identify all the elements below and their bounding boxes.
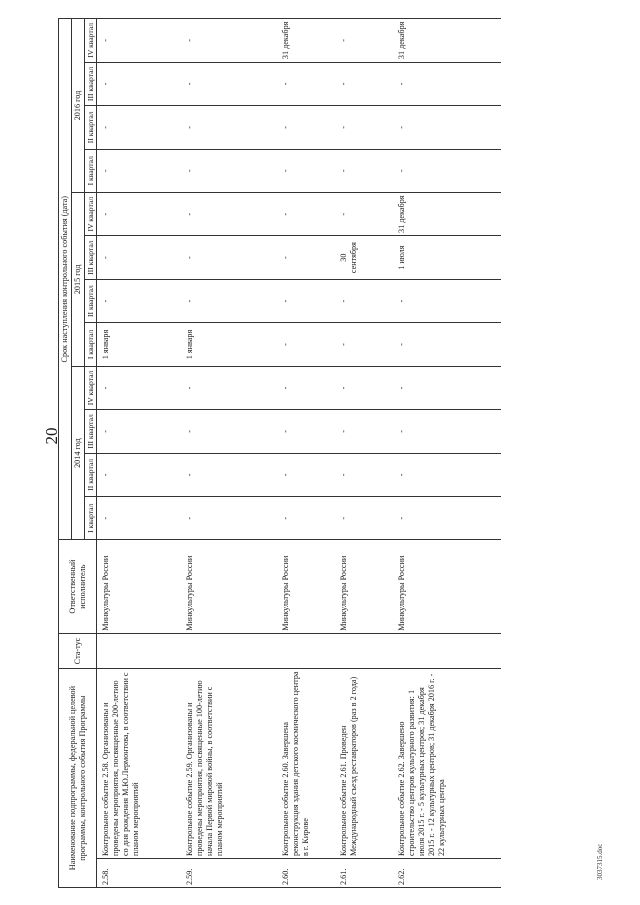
header-name: Наименование подпрограммы, федеральной целевой программы, контрольного события Программы — [59, 669, 97, 888]
row-deadline-cell: - — [277, 497, 335, 540]
header-year-2014: 2014 год — [72, 366, 85, 540]
row-deadline-cell: - — [97, 366, 181, 409]
row-deadline-cell: - — [181, 106, 277, 149]
row-deadline-cell: - — [335, 106, 393, 149]
row-deadline-cell: - — [335, 149, 393, 192]
header-executor: Ответственный исполнитель — [59, 540, 97, 633]
row-deadline-cell: - — [181, 366, 277, 409]
row-number: 2.60. — [277, 859, 335, 888]
header-year-2015: 2015 год — [72, 192, 85, 366]
control-events-table — [58, 18, 501, 888]
row-deadline-cell: - — [393, 453, 501, 496]
table-body — [97, 19, 501, 888]
header-2014-q2: II квартал — [85, 453, 97, 496]
row-executor: Минкультуры России — [335, 540, 393, 633]
header-2015-q3: III квартал — [85, 236, 97, 279]
header-2014-q3: III квартал — [85, 410, 97, 453]
header-2014-q4: IV квартал — [85, 366, 97, 409]
row-deadline-cell: - — [277, 366, 335, 409]
row-deadline-cell: - — [335, 192, 393, 235]
row-deadline-cell: - — [277, 62, 335, 105]
row-deadline-cell: 1 января — [97, 323, 181, 366]
header-2016-q4: IV квартал — [85, 19, 97, 63]
row-deadline-cell: - — [335, 366, 393, 409]
header-2016-q1: I квартал — [85, 149, 97, 192]
row-deadline-cell: - — [181, 236, 277, 279]
header-2014-q1: I квартал — [85, 497, 97, 540]
row-deadline-cell: - — [277, 453, 335, 496]
row-status — [277, 633, 335, 668]
row-event-name: Контрольное событие 2.58. Организованы и проведены мероприятия, посвященные 200-летию со дня рождения М.Ю.Лермонтова, в соответствии с планом мероприятий — [97, 669, 181, 859]
row-deadline-cell: 1 июля — [393, 236, 501, 279]
row-deadline-cell: - — [277, 192, 335, 235]
row-deadline-cell: - — [181, 453, 277, 496]
row-deadline-cell: - — [277, 279, 335, 322]
row-deadline-cell: - — [181, 192, 277, 235]
header-deadline: Срок наступления контрольного события (дата) — [59, 19, 72, 540]
row-deadline-cell: - — [335, 497, 393, 540]
row-event-name: Контрольное событие 2.59. Организованы и проведены мероприятия, посвященные 100-летию начала Первой мировой войны, в соответствии с планом мероприятий — [181, 669, 277, 859]
row-executor: Минкультуры России — [277, 540, 335, 633]
row-deadline-cell: - — [393, 366, 501, 409]
row-executor: Минкультуры России — [181, 540, 277, 633]
row-deadline-cell: - — [393, 279, 501, 322]
row-deadline-cell: - — [97, 149, 181, 192]
header-2016-q3: III квартал — [85, 62, 97, 105]
row-status — [181, 633, 277, 668]
row-deadline-cell: 30 сентября — [335, 236, 393, 279]
row-deadline-cell: - — [97, 497, 181, 540]
row-deadline-cell: - — [393, 497, 501, 540]
row-number: 2.59. — [181, 859, 277, 888]
table-row — [335, 19, 393, 888]
row-deadline-cell: 31 декабря — [393, 19, 501, 63]
row-deadline-cell: - — [335, 19, 393, 63]
header-status: Ста-тус — [59, 633, 97, 668]
row-status — [393, 633, 501, 668]
rotated-sheet — [58, 18, 620, 888]
row-deadline-cell: - — [335, 323, 393, 366]
row-deadline-cell: - — [97, 192, 181, 235]
row-deadline-cell: - — [277, 236, 335, 279]
row-deadline-cell: - — [97, 236, 181, 279]
row-deadline-cell: - — [181, 410, 277, 453]
row-status — [335, 633, 393, 668]
row-deadline-cell: - — [181, 497, 277, 540]
page-number: 20 — [42, 427, 61, 445]
row-deadline-cell: 31 декабря — [393, 192, 501, 235]
footer-doc-code: 3037315.doc — [596, 843, 604, 880]
row-event-name: Контрольное событие 2.62. Завершено строительство центров культурного развития: 1 июля 2015 г. - 5 культурных центров; 31 декабря 2015 г. - 12 культурных центров; 31 декабря 2016 г. - 22 культурных центра — [393, 669, 501, 859]
row-deadline-cell: - — [393, 323, 501, 366]
row-executor: Минкультуры России — [97, 540, 181, 633]
row-deadline-cell: - — [97, 19, 181, 63]
row-deadline-cell: - — [181, 19, 277, 63]
table-row — [277, 19, 335, 888]
row-deadline-cell: - — [335, 453, 393, 496]
row-deadline-cell: - — [335, 279, 393, 322]
row-number: 2.62. — [393, 859, 501, 888]
header-year-2016: 2016 год — [72, 19, 85, 193]
table-row — [393, 19, 501, 888]
row-deadline-cell: - — [97, 62, 181, 105]
row-executor: Минкультуры России — [393, 540, 501, 633]
row-deadline-cell: - — [97, 453, 181, 496]
header-2015-q1: I квартал — [85, 323, 97, 366]
header-2015-q4: IV квартал — [85, 192, 97, 235]
header-2016-q2: II квартал — [85, 106, 97, 149]
row-number: 2.61. — [335, 859, 393, 888]
row-deadline-cell: - — [277, 323, 335, 366]
row-event-name: Контрольное событие 2.60. Завершена реконструкция здания детского космического центра в г. Кирове — [277, 669, 335, 859]
row-deadline-cell: - — [335, 410, 393, 453]
row-deadline-cell: - — [97, 106, 181, 149]
row-deadline-cell: - — [393, 62, 501, 105]
header-2015-q2: II квартал — [85, 279, 97, 322]
row-deadline-cell: - — [335, 62, 393, 105]
table-row — [181, 19, 277, 888]
row-deadline-cell: 31 декабря — [277, 19, 335, 63]
row-deadline-cell: - — [393, 106, 501, 149]
row-number: 2.58. — [97, 859, 181, 888]
row-status — [97, 633, 181, 668]
row-deadline-cell: - — [97, 279, 181, 322]
row-deadline-cell: - — [277, 149, 335, 192]
row-deadline-cell: - — [181, 279, 277, 322]
row-deadline-cell: - — [277, 410, 335, 453]
table-row — [97, 19, 181, 888]
row-deadline-cell: - — [181, 62, 277, 105]
row-deadline-cell: - — [97, 410, 181, 453]
row-deadline-cell: - — [277, 106, 335, 149]
row-deadline-cell: 1 января — [181, 323, 277, 366]
row-event-name: Контрольное событие 2.61. Проведен Международный съезд реставраторов (раз в 2 года) — [335, 669, 393, 859]
row-deadline-cell: - — [393, 410, 501, 453]
row-deadline-cell: - — [181, 149, 277, 192]
row-deadline-cell: - — [393, 149, 501, 192]
